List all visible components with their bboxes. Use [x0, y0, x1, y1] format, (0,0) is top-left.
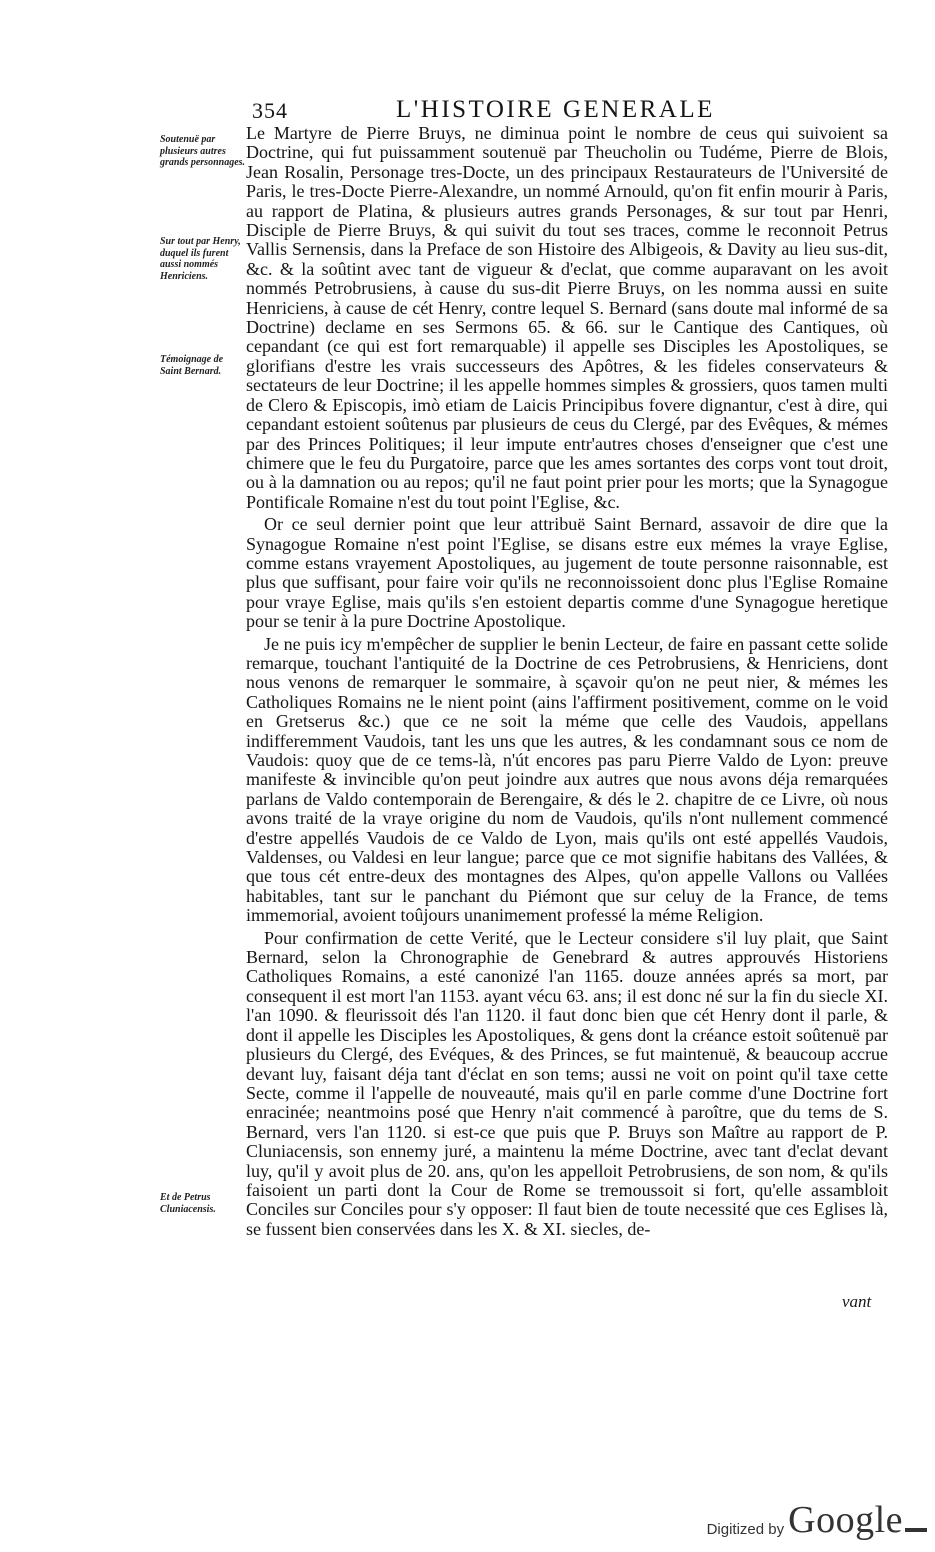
- paragraph: Pour confirmation de cette Verité, que le Lecteur considere s'il luy plait, que Saint Bernard, selon la Chronographie de Genebrard & autres approuvés Historiens Catholiques Romains, a esté canonizé l'an 1165. douze années aprés sa mort, par consequent il est mort l'an 1153. ayant vécu 63. ans; il est donc né sur la fin du siecle XI. l'an 1090. & fleurissoit dés l'an 1120. il faut donc bien que cét Henry dont il parle, & dont il appelle les Disciples les Apostoliques, & gens dont la créance estoit soûtenuë par plusieurs du Clergé, des Evéques, & des Princes, se fut maintenuë, & beaucoup accrue devant luy, faisant déja tant d'éclat en son tems; aussi ne voit on point qu'il taxe cette Secte, comme il l'appelle de nouveauté, mais qu'il en parle comme d'une Doctrine fort enracinée; neantmoins posé que Henry n'ait commencé à paroître, que du tems de S. Bernard, vers l'an 1120. si est-ce que puis que P. Bruys son Maître au rapport de P. Cluniacensis, son ennemy juré, a maintenu la méme Doctrine, avec tant d'eclat devant luy, qu'il y avoit plus de 20. ans, qu'on les appelloit Petrobrusiens, de son nom, & qu'ils faisoient un parti dont la Cour de Rome se tremoussoit si fort, qu'elle assambloit Conciles sur Conciles pour s'y opposer: Il faut bien de toute necessité que ces Eglises là, se fussent bien conservées dans les X. & XI. siecles, de-: [246, 927, 888, 1239]
- catchword: vant: [842, 1292, 872, 1311]
- paragraph: Le Martyre de Pierre Bruys, ne diminua point le nombre de ceus qui suivoient sa Doctrine, qui fut puissamment soutenuë par Theucholin ou Tudéme, Pierre de Blois, Jean Rosalin, Personage tres-Docte, un des principaux Restaurateurs de l'Université de Paris, le tres-Docte Pierre-Alexandre, un nommé Arnould, qu'on fit enfin mourir à Paris, au rapport de Platina, & plusieurs autres grands Personages, & sur tout par Henri, Disciple de Pierre Bruys, & qui suivit du tout ses traces, comme le reconnoit Petrus Vallis Sernensis, dans la Preface de son Histoire des Albigeois, & Davity au lieu sus-dit, &c. & la soûtint avec tant de vigueur & d'eclat, que comme auparavant on les avoit nommés Petrobrusiens, à cause du sus-dit Pierre Bruys, on les nomma aussi en suite Henriciens, à cause de cét Henry, contre lequel S. Bernard (sans doute mal informé de sa Doctrine) declame en ses Sermons 65. & 66. sur le Cantique des Cantiques, où cepandant (ce qui est fort remarquable) il appelle ses Disciples les Apostoliques, se glorifians d'estre les vrais successeurs des Apôtres, & les fideles conservateurs & sectateurs de leur Doctrine; il les appelle hommes simples & grossiers, quos tamen multi de Clero & Episcopis, imò etiam de Laicis Principibus fovere dignantur, c'est à dire, qui cepandant estoient soûtenus par plusieurs de ceus du Clergé, par des Evêques, & mémes par des Princes Politiques; il leur impute entr'autres choses d'enseigner que c'est une chimere que le feu du Purgatoire, parce que les ames sortantes des corps vont tout droit, ou à la damnation ou au repos; qu'il ne faut point prier pour les morts; que la Synagogue Pontificale Romaine n'est du tout point l'Eglise, &c.: [246, 123, 888, 512]
- paragraph: Je ne puis icy m'empêcher de supplier le benin Lecteur, de faire en passant cette solide remarque, touchant l'antiquité de la Doctrine de ces Petrobrusiens, & Henriciens, dont nous venons de remarquer le sommaire, à sçavoir qu'on ne peut nier, & mémes les Catholiques Romains ne le nient point (ains l'affirment positivement, comme on le void en Gretserus &c.) que ce ne soit la méme que celle des Vaudois, appellans indifferemment Vaudois, tant les uns que les autres, & les condamnant sous ce nom de Vaudois: quoy que de ce tems-là, n'út encores pas paru Pierre Valdo de Lyon: preuve manifeste & invincible qu'on peut joindre aux autres que nous avons déja remarquées parlans de Valdo contemporain de Berengaire, & dés le 2. chapitre de ce Livre, où nous avons traité de la vraye origine du nom de Vaudois, qu'ils n'ont nullement commencé d'estre appellés Vaudois de ce Valdo de Lyon, mais qu'ils ont esté appellés Vaudois, Valdenses, ou Valdesi en leur langue; parce que ce mot signifie habitans des Vallées, & que tous cét entre-deux des montagnes des Alpes, qu'on appelle Vallons ou Vallées habitables, tant sur le panchant du Piémont que sur celuy de la France, de tems immemorial, avoient toûjours unanimement professé la méme Religion.: [246, 633, 888, 926]
- margin-note: Soutenuë par plusieurs autres grands personnages.: [160, 134, 246, 169]
- body-text: [246, 124, 888, 1242]
- running-title: L'HISTOIRE GENERALE: [396, 96, 715, 123]
- page-number: 354: [252, 98, 288, 123]
- margin-note: Sur tout par Henry, duquel ils furent aussi nommés Henriciens.: [160, 236, 241, 282]
- margin-note: Et de Petrus Cluniacensis.: [160, 1192, 216, 1215]
- digitized-by-watermark: [707, 1498, 927, 1542]
- margin-note: Témoignage de Saint Bernard.: [160, 354, 224, 377]
- google-logo: Google: [788, 1499, 903, 1541]
- paragraph: Or ce seul dernier point que leur attribuë Saint Bernard, assavoir de dire que la Synagogue Romaine n'est point l'Eglise, se disans estre eux mémes la vraye Eglise, comme estans vrayement Apostoliques, au jugement de toute personne raisonnable, est plus que suffisant, pour faire voir qu'ils ne reconnoissoient donc plus l'Eglise Romaine pour vraye Eglise, mais qu'ils s'en estoient departis comme d'une Synagogue heretique pour se tenir à la pure Doctrine Apostolique.: [246, 514, 888, 632]
- digitized-by-label: Digitized by: [706, 1521, 785, 1538]
- logo-underline: [905, 1528, 927, 1532]
